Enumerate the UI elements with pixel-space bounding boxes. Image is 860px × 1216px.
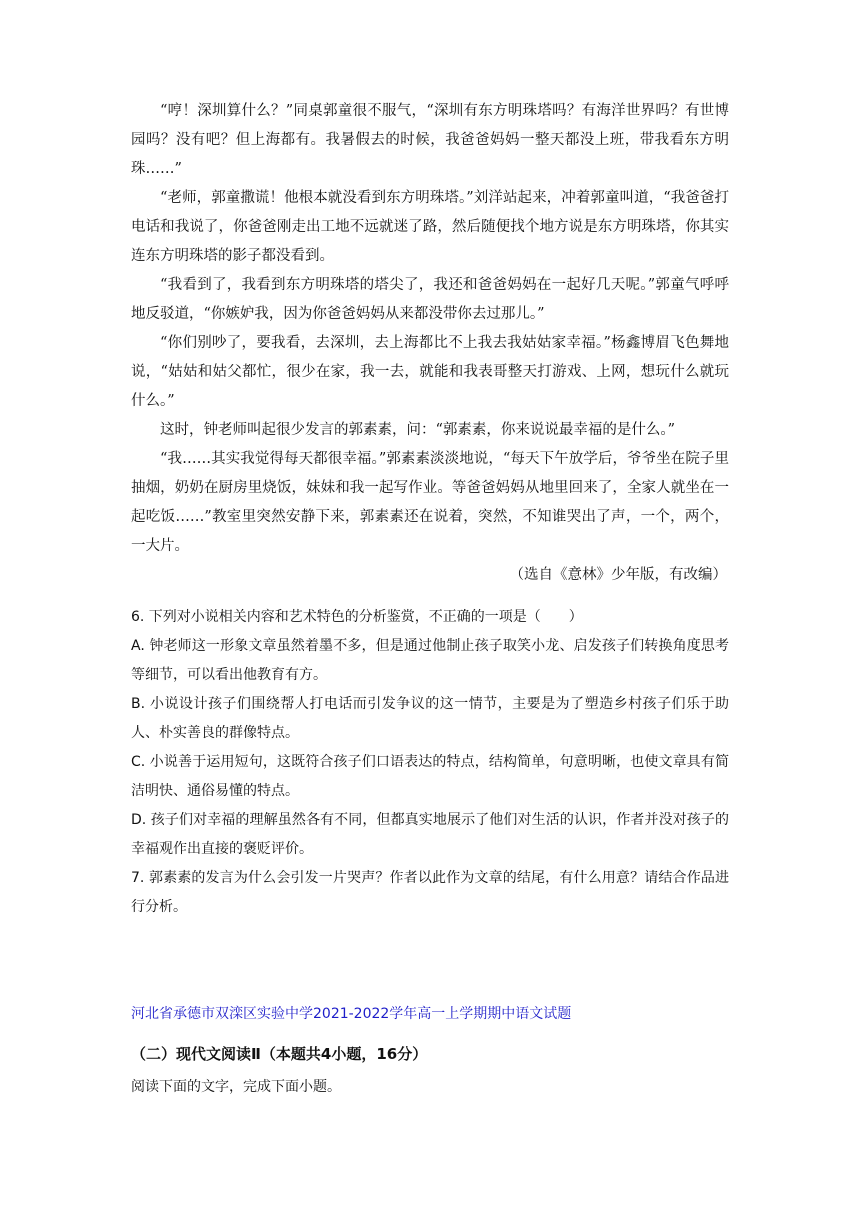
story-excerpt bbox=[131, 97, 729, 590]
story-paragraph-6: “我……其实我觉得每天都很幸福。”郭素素淡淡地说，“每天下午放学后，爷爷坐在院子里抽烟，奶奶在厨房里烧饭，妹妹和我一起写作业。等爸爸妈妈从地里回来了，全家人就坐在一起吃饭……”教室里突然安静下来，郭素素还在说着，突然，不知谁哭出了声，一个，两个，一大片。 bbox=[131, 451, 729, 554]
story-paragraph-1: “哼！深圳算什么？”同桌郭童很不服气，“深圳有东方明珠塔吗？有海洋世界吗？有世博园吗？没有吧？但上海都有。我暑假去的时候，我爸爸妈妈一整天都没上班，带我看东方明珠……” bbox=[131, 103, 729, 177]
story-paragraph-2: “老师，郭童撒谎！他根本就没看到东方明珠塔。”刘洋站起来，冲着郭童叫道，“我爸爸打电话和我说了，你爸爸刚走出工地不远就迷了路，然后随便找个地方说是东方明珠塔，你其实连东方明珠塔的影子都没看到。 bbox=[131, 190, 729, 264]
reading-instruction: 阅读下面的文字，完成下面小题。 bbox=[131, 1079, 341, 1095]
question-7: 7. 郭素素的发言为什么会引发一片哭声？作者以此作为文章的结尾，有什么用意？请结合作品进行分析。 bbox=[131, 870, 729, 915]
questions-block bbox=[131, 603, 729, 922]
section-heading: （二）现代文阅读Ⅱ（本题共4小题，16分） bbox=[131, 1045, 428, 1063]
story-paragraph-4: “你们别吵了，要我看，去深圳，去上海都比不上我去我姑姑家幸福。”杨鑫博眉飞色舞地说，“姑姑和姑父都忙，很少在家，我一去，就能和我表哥整天打游戏、上网，想玩什么就玩什么。” bbox=[131, 335, 729, 409]
exam-source-link[interactable]: 河北省承德市双滦区实验中学2021-2022学年高一上学期期中语文试题 bbox=[131, 1006, 572, 1022]
question-6-option-b: B. 小说设计孩子们围绕帮人打电话而引发争议的这一情节，主要是为了塑造乡村孩子们乐于助人、朴实善良的群像特点。 bbox=[131, 696, 729, 741]
story-paragraph-3: “我看到了，我看到东方明珠塔的塔尖了，我还和爸爸妈妈在一起好几天呢。”郭童气呼呼地反驳道，“你嫉妒我，因为你爸爸妈妈从来都没带你去过那儿。” bbox=[131, 277, 729, 322]
question-6-option-d: D. 孩子们对幸福的理解虽然各有不同，但都真实地展示了他们对生活的认识，作者并没对孩子的幸福观作出直接的褒贬评价。 bbox=[131, 812, 729, 857]
question-6-option-c: C. 小说善于运用短句，这既符合孩子们口语表达的特点，结构简单，句意明晰，也使文章具有简洁明快、通俗易懂的特点。 bbox=[131, 754, 729, 799]
question-6-stem: 6. 下列对小说相关内容和艺术特色的分析鉴赏，不正确的一项是（ ） bbox=[131, 609, 583, 625]
source-note: （选自《意林》少年版，有改编） bbox=[509, 567, 727, 583]
story-paragraph-5: 这时，钟老师叫起很少发言的郭素素，问：“郭素素，你来说说最幸福的是什么。” bbox=[160, 422, 676, 438]
question-6-option-a: A. 钟老师这一形象文章虽然着墨不多，但是通过他制止孩子取笑小龙、启发孩子们转换角度思考等细节，可以看出他教育有方。 bbox=[131, 638, 729, 683]
